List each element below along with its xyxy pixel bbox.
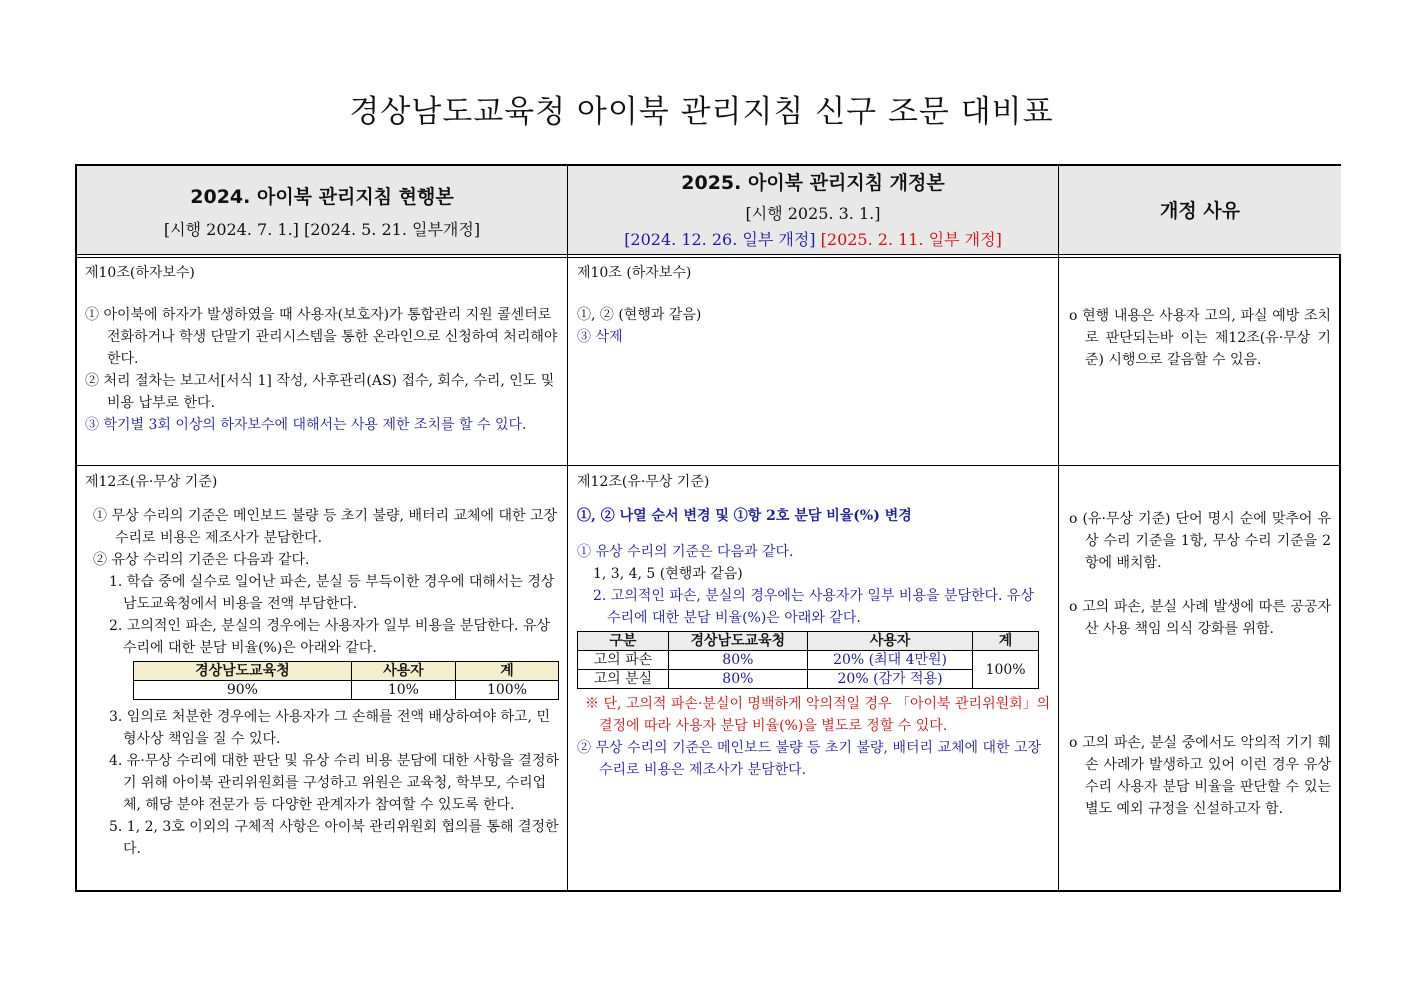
header-revised-amend-1: [2024. 12. 26. 일부 개정]: [624, 230, 816, 249]
comparison-table: [75, 164, 1341, 892]
column-divider: [1058, 166, 1059, 890]
revised-table-header: 사용자: [807, 632, 972, 651]
header-current-sub: [시행 2024. 7. 1.] [2024. 5. 21. 일부개정]: [163, 220, 481, 239]
row1-current-item1: ① 아이북에 하자가 발생하였을 때 사용자(보호자)가 통합관리 지원 콜센터로 전화하거나 학생 단말기 관리시스템을 통한 온라인으로 신청하여 처리해야 한다.: [85, 307, 558, 367]
row2-revised: [577, 471, 1051, 781]
row2-revised-heading: 제12조(유·무상 기준): [577, 474, 710, 490]
revised-table-header: 경상남도교육청: [668, 632, 807, 651]
revised-table-cell: 고의 분실: [578, 670, 669, 689]
row1-revised: [577, 262, 1051, 348]
revised-table-total: 100%: [973, 651, 1039, 689]
row2-reason-3: [1069, 732, 1331, 820]
page-title: 경상남도교육청 아이북 관리지침 신구 조문 대비표: [349, 94, 1054, 130]
row2-revised-item2: ② 무상 수리의 기준은 메인보드 불량 등 초기 불량, 배터리 교체에 대한 고장 수리로 비용은 제조사가 분담한다.: [577, 740, 1042, 778]
row2-current-heading: 제12조(유·무상 기준): [85, 474, 218, 490]
row2-reason-2: [1069, 596, 1331, 640]
row2-current-item2: ② 유상 수리의 기준은 다음과 같다.: [93, 552, 310, 568]
header-divider-double: [77, 257, 1339, 258]
row1-current: [85, 262, 561, 436]
header-revised: [568, 166, 1058, 254]
revised-table-cell: 고의 파손: [578, 651, 669, 670]
row1-current-item2: ② 처리 절차는 보고서[서식 1] 작성, 사후관리(AS) 접수, 회수, 수리, 인도 및 비용 납부로 한다.: [85, 373, 555, 411]
row-divider: [77, 465, 1339, 466]
row2-current-item1: ① 무상 수리의 기준은 메인보드 불량 등 초기 불량, 배터리 교체에 대한 고장 수리로 비용은 제조사가 분담한다.: [93, 508, 558, 546]
header-reason: [1059, 166, 1341, 254]
current-table-header: 사용자: [351, 662, 455, 681]
row2-reason-text: o (유·무상 기준) 단어 명시 순에 맞추어 유상 수리 기준을 1항, 무상 수리 기준을 2항에 배치함.: [1069, 511, 1331, 571]
row2-current-sub5: 5. 1, 2, 3호 이외의 구체적 사항은 아이북 관리위원회 협의를 통해 결정한다.: [109, 819, 559, 857]
header-reason-title: 개정 사유: [1159, 200, 1241, 222]
revised-table-cell: 80%: [668, 651, 807, 670]
current-table-header: 경상남도교육청: [134, 662, 352, 681]
revised-table-header: 구분: [578, 632, 669, 651]
row1-current-heading: 제10조(하자보수): [85, 265, 195, 281]
revised-table-cell: 20% (감가 적용): [807, 670, 972, 689]
row1-revised-line1: ①, ② (현행과 같음): [577, 307, 702, 323]
row2-current-sub2: 2. 고의적인 파손, 분실의 경우에는 사용자가 일부 비용을 분담한다. 유상 수리에 대한 분담 비율(%)은 아래와 같다.: [109, 618, 550, 656]
revised-table-cell: 80%: [668, 670, 807, 689]
current-table-cell: 90%: [134, 681, 352, 700]
header-current: [77, 166, 567, 254]
row1-revised-line2: ③ 삭제: [577, 329, 623, 345]
row2-current-sub3: 3. 임의로 처분한 경우에는 사용자가 그 손해를 전액 배상하여야 하고, 민형사상 책임을 질 수 있다.: [109, 709, 550, 747]
row2-current-sub1: 1. 학습 중에 실수로 일어난 파손, 분실 등 부득이한 경우에 대해서는 경상남도교육청에서 비용을 전액 부담한다.: [109, 574, 555, 612]
header-revised-sub: [시행 2025. 3. 1.]: [745, 204, 881, 223]
revised-table-header: 계: [973, 632, 1039, 651]
row2-revised-sub1: 1, 3, 4, 5 (현행과 같음): [593, 566, 743, 582]
row1-current-item3: ③ 학기별 3회 이상의 하자보수에 대해서는 사용 제한 조치를 할 수 있다.: [85, 417, 527, 433]
row1-revised-heading: 제10조 (하자보수): [577, 265, 692, 281]
current-table-cell: 100%: [455, 681, 558, 700]
row2-revised-note: ※ 단, 고의적 파손·분실이 명백하게 악의적일 경우 「아이북 관리위원회」의 결정에 따라 사용자 분담 비율(%)을 별도로 정할 수 있다.: [585, 696, 1051, 734]
row2-current: [85, 471, 559, 860]
current-table-cell: 10%: [351, 681, 455, 700]
header-revised-title: 2025. 아이북 관리지침 개정본: [681, 172, 945, 194]
row2-revised-sub2: 2. 고의적인 파손, 분실의 경우에는 사용자가 일부 비용을 분담한다. 유상 수리에 대한 분담 비율(%)은 아래와 같다.: [593, 588, 1034, 626]
row2-reason-text: o 고의 파손, 분실 중에서도 악의적 기기 훼손 사례가 발생하고 있어 이런 경우 유상수리 사용자 분담 비율을 판단할 수 있는 별도 예외 규정을 신설하고자 함.: [1069, 735, 1331, 817]
header-current-title: 2024. 아이북 관리지침 현행본: [190, 186, 454, 208]
row2-reason-1: [1069, 508, 1331, 574]
current-ratio-table: [133, 661, 559, 700]
current-table-header: 계: [455, 662, 558, 681]
row2-revised-summary: ①, ② 나열 순서 변경 및 ①항 2호 분담 비율(%) 변경: [577, 508, 912, 524]
header-divider: [77, 254, 1339, 255]
row2-reason-text: o 고의 파손, 분실 사례 발생에 따른 공공자산 사용 책임 의식 강화를 위함.: [1069, 599, 1331, 637]
revised-table-cell: 20% (최대 4만원): [807, 651, 972, 670]
row1-reason-text: o 현행 내용은 사용자 고의, 파실 예방 조치로 판단되는바 이는 제12조(유·무상 기준) 시행으로 갈음할 수 있음.: [1069, 308, 1331, 368]
header-revised-amend-2: [2025. 2. 11. 일부 개정]: [820, 230, 1002, 249]
revised-ratio-table: [577, 631, 1039, 689]
column-divider: [567, 166, 568, 890]
row1-reason: [1069, 305, 1331, 371]
row2-revised-item1: ① 유상 수리의 기준은 다음과 같다.: [577, 544, 794, 560]
row2-current-sub4: 4. 유·무상 수리에 대한 판단 및 유상 수리 비용 분담에 대한 사항을 결정하기 위해 아이북 관리위원회를 구성하고 위원은 교육청, 학부모, 수리업체, 해당 분야 전문가 등 다양한 관계자가 참여할 수 있도록 한다.: [109, 753, 559, 813]
